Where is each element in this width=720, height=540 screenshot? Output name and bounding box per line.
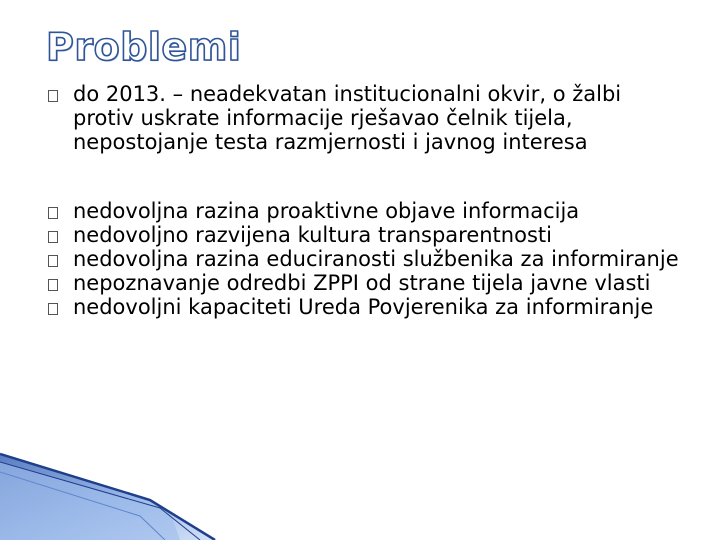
- bullet-square-icon: [48, 255, 58, 267]
- bullet-item: [48, 295, 688, 319]
- bullet-square-icon: [48, 231, 58, 243]
- bullet-item: [48, 271, 688, 295]
- bullet-square-icon: [48, 207, 58, 219]
- corner-wave-decoration: [0, 450, 720, 540]
- bullet-text: nedovoljna razina proaktivne objave informacija: [73, 199, 580, 223]
- bullet-square-icon: [48, 90, 58, 102]
- bullet-item: [48, 82, 688, 154]
- bullet-item: [48, 247, 688, 271]
- bullet-text: nedovoljni kapaciteti Ureda Povjerenika za informiranje: [73, 295, 654, 319]
- bullet-text: do 2013. – neadekvatan institucionalni okvir, o žalbi protiv uskrate informacije rješavao čelnik tijela, nepostojanje testa razmjernosti i javnog interesa: [73, 82, 622, 154]
- slide-title: Problemi: [46, 25, 242, 69]
- bullet-square-icon: [48, 279, 58, 291]
- bullet-text: nedovoljno razvijena kultura transparentnosti: [73, 223, 552, 247]
- bullet-square-icon: [48, 303, 58, 315]
- bullet-text: nepoznavanje odredbi ZPPI od strane tijela javne vlasti: [73, 271, 651, 295]
- bullet-item: [48, 223, 688, 247]
- bullet-text: nedovoljna razina educiranosti službenika za informiranje: [73, 247, 679, 271]
- bullet-item: [48, 199, 688, 223]
- bullet-list: [48, 82, 688, 319]
